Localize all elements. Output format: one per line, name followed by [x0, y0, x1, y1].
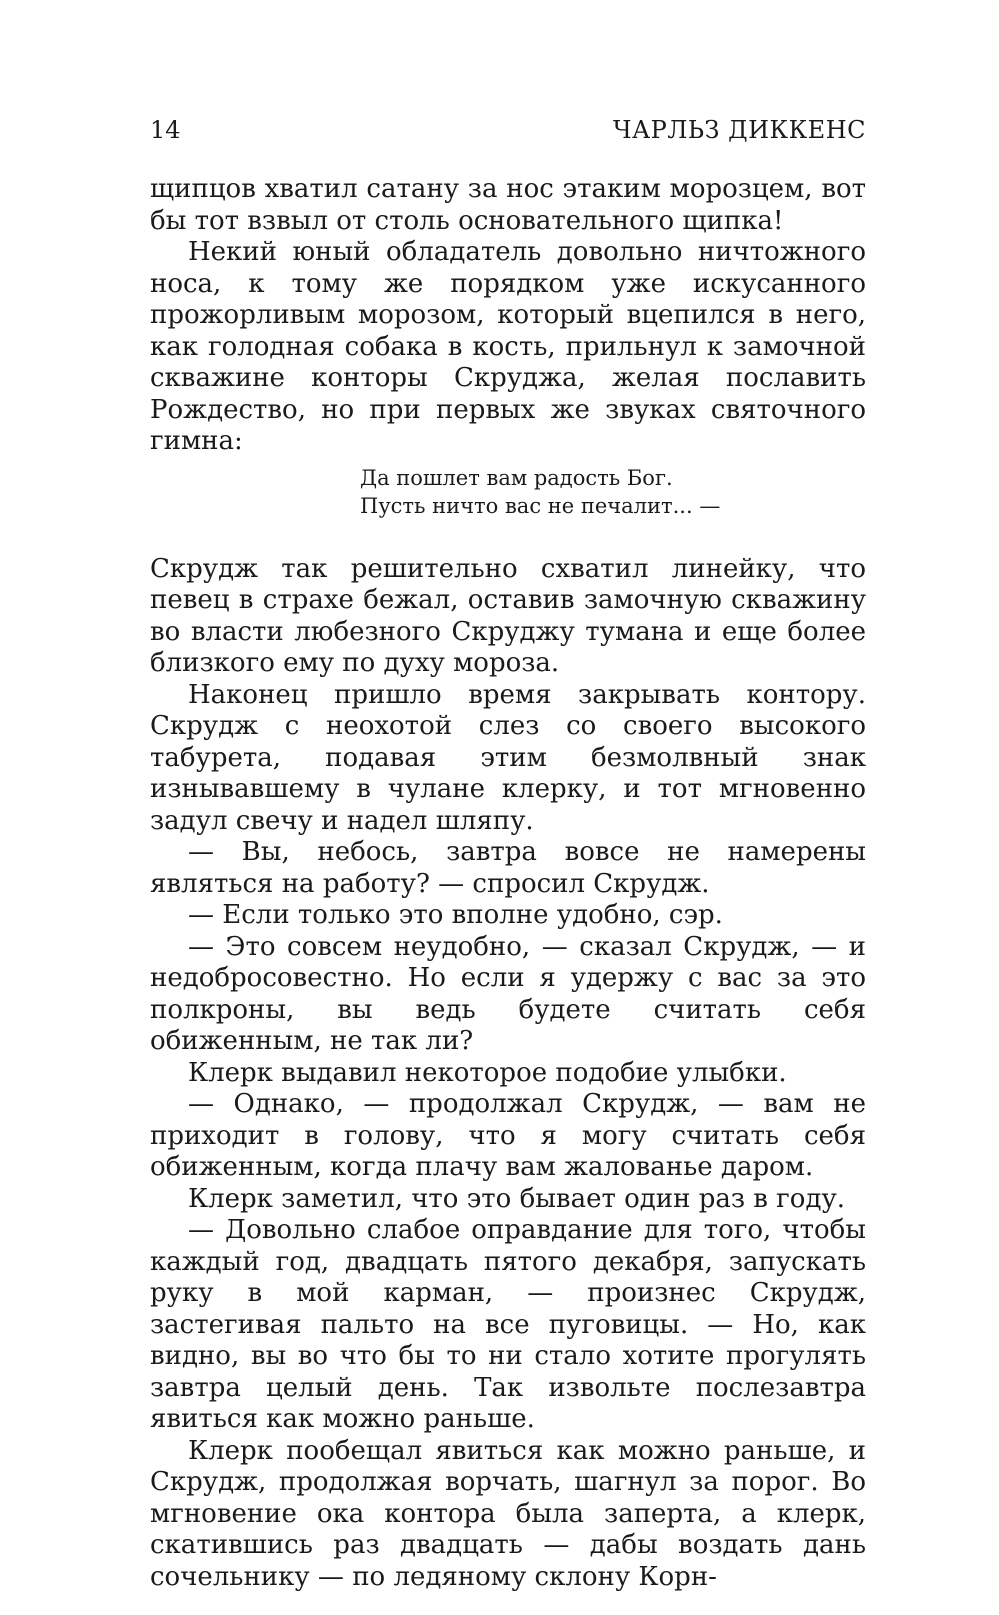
paragraph: Клерк пообещал явиться как можно раньше, и Скрудж, продолжая ворчать, шагнул за порог. Во мгновение ока контора была заперта, а клерк, скатившись раз двадцать — дабы воздать дань сочельнику — по ледяному склону Корн- [150, 1435, 866, 1592]
running-head [150, 114, 866, 146]
body-text [150, 174, 866, 1593]
dialogue-line: — Вы, небось, завтра вовсе не намерены являться на работу? — спросил Скрудж. [150, 837, 866, 899]
dialogue-line: — Если только это вполне удобно, сэр. [188, 900, 723, 930]
dialogue-line: — Это совсем неудобно, — сказал Скрудж, — и недобросовестно. Но если я удержу с вас за это полкроны, вы ведь будете считать себя обиженным, не так ли? [150, 931, 866, 1056]
running-title-author: ЧАРЛЬЗ ДИККЕНС [612, 116, 866, 144]
paragraph: Некий юный обладатель довольно ничтожного носа, к тому же порядком уже искусанного прожорливым морозом, который вцепился в него, как голодная собака в кость, прильнул к замочной скважине конторы Скруджа, желая пославить Рождество, но при первых же звуках святочного гимна: [150, 237, 866, 456]
paragraph: Наконец пришло время закрывать контору. Скрудж с неохотой слез со своего высокого табурета, подавая этим безмолвный знак изнывавшему в чулане клерку, и тот мгновенно задул свечу и надел шляпу. [150, 679, 866, 836]
dialogue-line: — Довольно слабое оправдание для того, чтобы каждый год, двадцать пятого декабря, запускать руку в мой карман, — произнес Скрудж, застегивая пальто на все пуговицы. — Но, как видно, вы во что бы то ни стало хотите прогулять завтра целый день. Так извольте послезавтра явиться как можно раньше. [150, 1215, 866, 1434]
page-number: 14 [150, 116, 181, 144]
verse-line: Пусть ничто вас не печалит... — [360, 493, 721, 518]
paragraph: Клерк выдавил некоторое подобие улыбки. [188, 1057, 787, 1088]
paragraph: Скрудж так решительно схватил линейку, что певец в страхе бежал, оставив замочную скважину во власти любезного Скруджу тумана и еще более близкого ему по духу мороза. [150, 553, 866, 678]
paragraph: Клерк заметил, что это бывает один раз в году. [188, 1183, 846, 1214]
verse-quote [360, 464, 866, 520]
paragraph-continuation: щипцов хватил сатану за нос этаким морозцем, вот бы тот взвыл от столь основательного щипка! [150, 174, 866, 236]
dialogue-line: — Однако, — продолжал Скрудж, — вам не приходит в голову, что я могу считать себя обиженным, когда плачу вам жалованье даром. [150, 1089, 866, 1182]
verse-line: Да пошлет вам радость Бог. [360, 465, 673, 490]
